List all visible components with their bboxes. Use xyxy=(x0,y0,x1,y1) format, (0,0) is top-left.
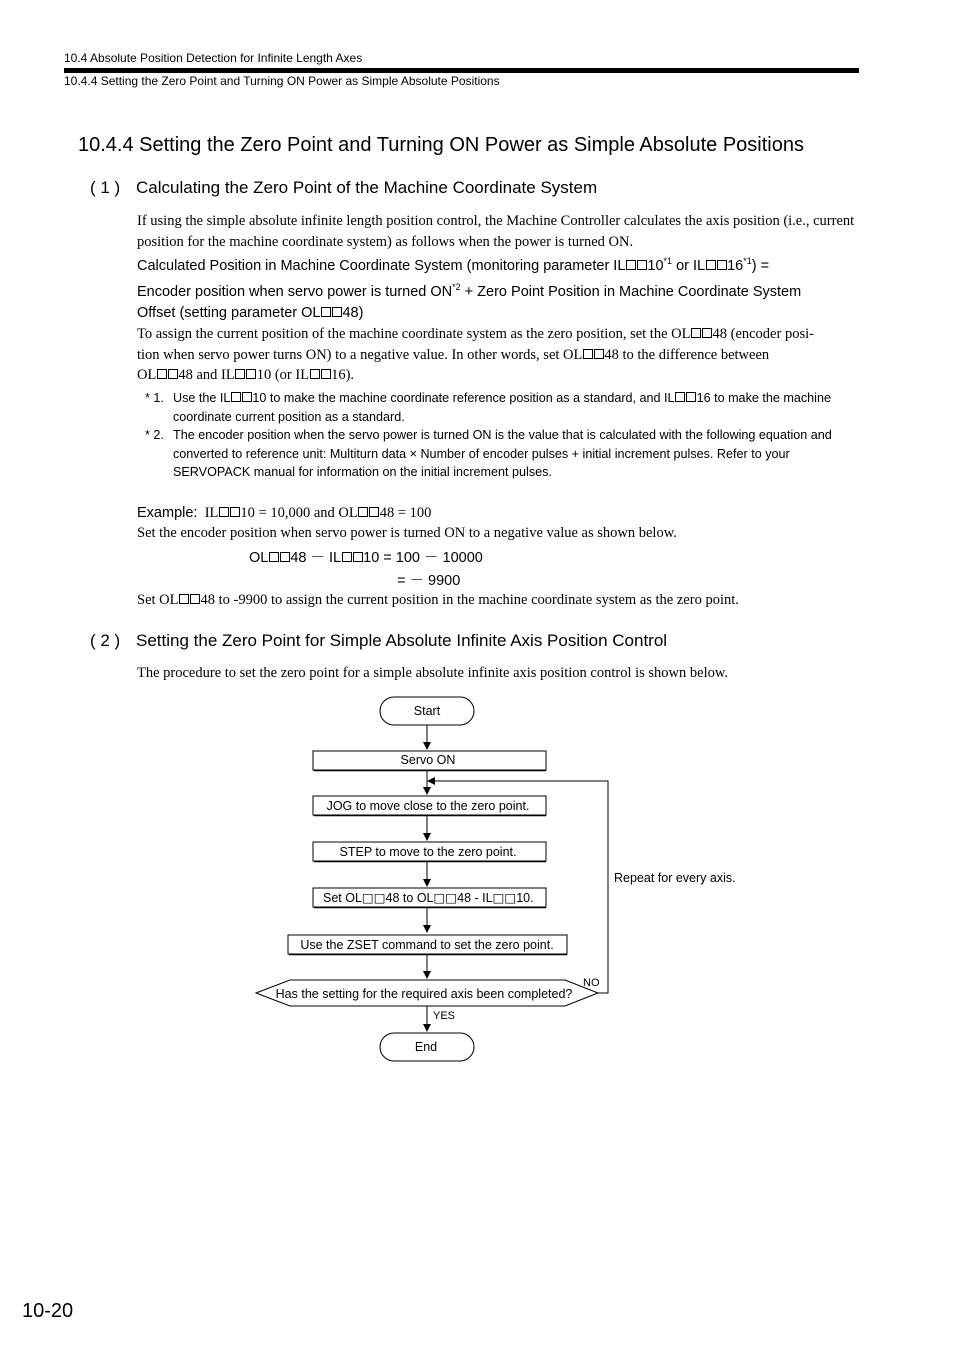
no-label: NO xyxy=(583,977,600,989)
end-label: End xyxy=(414,1040,438,1054)
section-1-intro: If using the simple absolute infinite length position control, the Machine Controller calculates the axis position (i.e., current position for the machine coordinate system) as follows when the power is turned ON. xyxy=(137,213,855,250)
repeat-label: Repeat for every axis. xyxy=(614,871,736,885)
decision-label: Has the setting for the required axis been completed? xyxy=(275,987,573,1001)
start-label: Start xyxy=(413,704,441,718)
section-2-intro: The procedure to set the zero point for a simple absolute infinite axis position control is shown below. xyxy=(137,665,729,681)
footnote-2: * 2. The encoder position when the servo power is turned ON is the value that is calculated with the following equation and converted to reference unit: Multiturn data × Number of encoder pulses + initial increment pulses. Refer to your SERVOPACK manual for information on the initial increment pulses. xyxy=(145,428,832,480)
section-1-number: ( 1 ) xyxy=(90,178,121,197)
placeholder-box-icon: □□ xyxy=(433,890,458,905)
equation-line-2: = － 9900 xyxy=(397,573,461,589)
set-ol-label: Set OL□□48 to OL□□48 - IL□□10. xyxy=(323,890,534,905)
placeholder-box-icon: □□ xyxy=(361,890,386,905)
jog-label: JOG to move close to the zero point. xyxy=(326,799,530,813)
zset-label: Use the ZSET command to set the zero point. xyxy=(300,938,554,952)
formula-line-3: Offset (setting parameter OL 48) xyxy=(137,305,364,321)
example-conclusion: Set OL 48 to -9900 to assign the current position in the machine coordinate system as the zero point. xyxy=(137,592,739,608)
footnote-1: * 1. Use the IL 10 to make the machine coordinate reference position as a standard, and IL 16 to make the machine coordinate current position as a standard. xyxy=(145,391,831,424)
yes-label: YES xyxy=(433,1010,456,1022)
placeholder-box-icon: □□ xyxy=(492,890,517,905)
formula-line-1: Calculated Position in Machine Coordinate System (monitoring parameter IL 10$^{*1}$ or IL $16^{*1}$) = xyxy=(137,256,770,274)
running-header-subsection: 10.4.4 Setting the Zero Point and Turning ON Power as Simple Absolute Positions xyxy=(64,74,500,88)
example-line-1: Example: IL 10 = 10,000 and OL 48 = 100 xyxy=(137,505,432,521)
section-2-title: Setting the Zero Point for Simple Absolute Infinite Axis Position Control xyxy=(136,631,668,650)
servo-on-label: Servo ON xyxy=(400,753,456,767)
formula-line-2: Encoder position when servo power is turned $ON^{*2}$ + Zero Point Position in Machine Coordinate System xyxy=(137,281,802,300)
running-header-section: 10.4 Absolute Position Detection for Infinite Length Axes xyxy=(64,51,363,65)
assign-paragraph: To assign the current position of the machine coordinate system as the zero position, set the OL 48 (encoder posi- tion when servo power turns ON) to a negative value. In other words, set OL 48 to the difference between OL 48 and IL 10 (or IL 16). xyxy=(137,326,814,383)
step-label: STEP to move to the zero point. xyxy=(339,845,517,859)
page-title: 10.4.4 Setting the Zero Point and Turning ON Power as Simple Absolute Positions xyxy=(78,134,804,156)
section-2-number: ( 2 ) xyxy=(90,631,121,650)
example-line-2: Set the encoder position when servo power is turned ON to a negative value as shown below. xyxy=(137,525,677,541)
equation-line-1: OL 48 － IL 10 = 100 － 10000 xyxy=(249,550,483,566)
page-number: 10-20 xyxy=(22,1300,74,1322)
section-1-title: Calculating the Zero Point of the Machine Coordinate System xyxy=(136,178,598,197)
